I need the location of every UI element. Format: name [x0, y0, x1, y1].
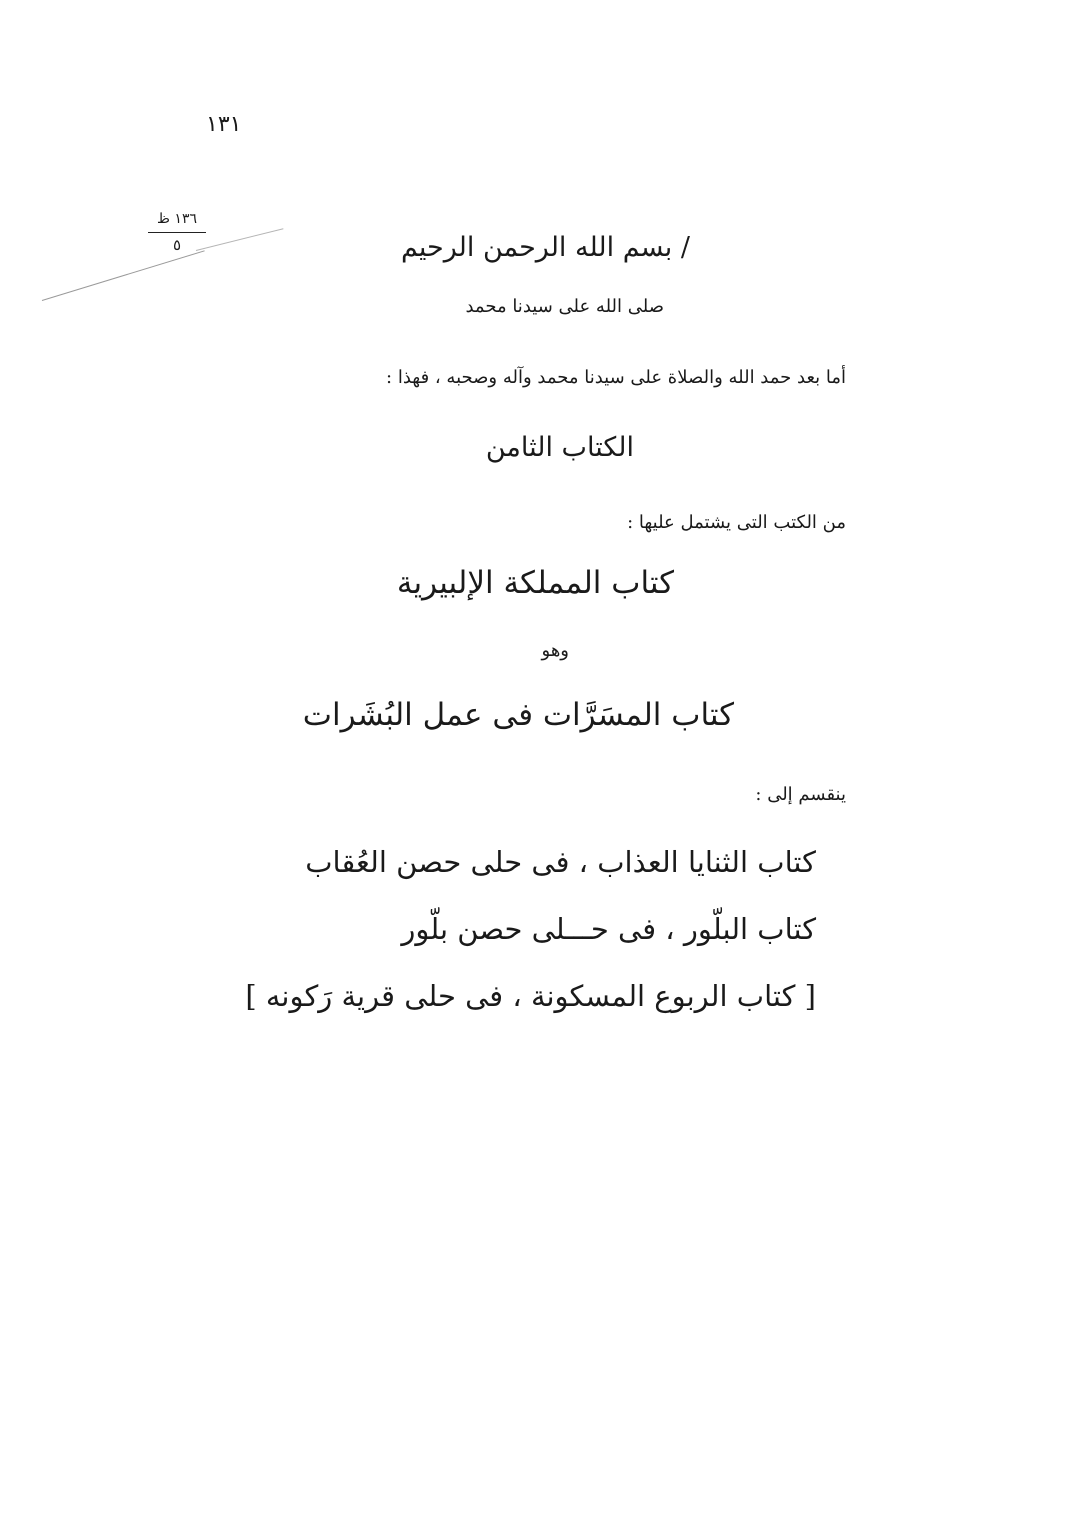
section-title: [ كتاب الربوع المسكونة ، فى حلى قرية رَكونه ]	[245, 979, 816, 1013]
book-subtitle: كتاب المسَرَّات فى عمل البُشَرات	[302, 697, 734, 733]
division-intro: ينقسم إلى :	[755, 784, 846, 805]
contents-intro: من الكتب التى يشتمل عليها :	[627, 512, 846, 533]
section-title: كتاب الثنايا العذاب ، فى حلى حصن العُقاب	[305, 845, 816, 879]
scan-artifact-line	[42, 250, 205, 301]
salla-line: صلى الله على سيدنا محمد	[465, 296, 664, 317]
folio-number: ١٣٦ ظ	[157, 211, 197, 227]
page-number: ١٣١	[206, 112, 242, 137]
quire-number: ٥	[172, 236, 182, 254]
scan-artifact-line	[196, 228, 284, 251]
opening-line: أما بعد حمد الله والصلاة على سيدنا محمد وآله وصحبه ، فهذا :	[386, 367, 846, 388]
section-title: كتاب البلّور ، فى حـــلى حصن بلّور	[401, 912, 816, 946]
connector-text: وهو	[541, 640, 569, 661]
margin-folio-reference	[148, 210, 206, 253]
book-title: كتاب المملكة الإلبيرية	[396, 565, 674, 601]
basmala: / بسم الله الرحمن الرحيم	[400, 232, 690, 263]
folio-divider	[148, 232, 206, 233]
book-heading: الكتاب الثامن	[485, 432, 634, 463]
